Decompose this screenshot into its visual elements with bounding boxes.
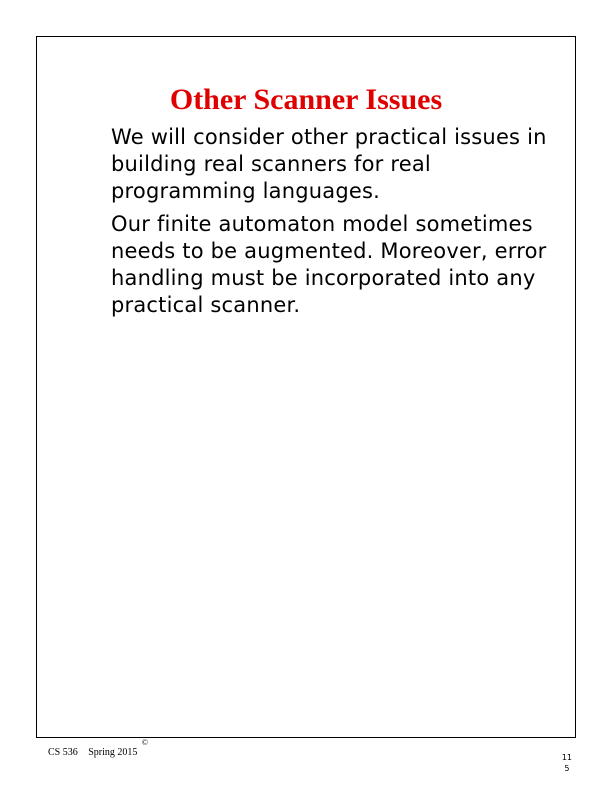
- footer-term: Spring 2015: [88, 747, 138, 758]
- footer-course-info: [48, 738, 148, 758]
- page-number-line-2: 5: [564, 764, 570, 773]
- slide-title: Other Scanner Issues: [169, 83, 443, 116]
- footer-course: CS 536: [48, 747, 78, 758]
- paragraph-1: We will consider other practical issues in building real scanners for real programming languages.: [111, 125, 547, 203]
- page-number: [562, 752, 572, 774]
- copyright-icon: ©: [141, 738, 148, 747]
- paragraph-2: Our finite automaton model sometimes needs to be augmented. Moreover, error handling must be incorporated into any practical scanner.: [111, 212, 547, 317]
- page-number-line-1: 11: [561, 753, 572, 762]
- slide-body: [111, 124, 551, 325]
